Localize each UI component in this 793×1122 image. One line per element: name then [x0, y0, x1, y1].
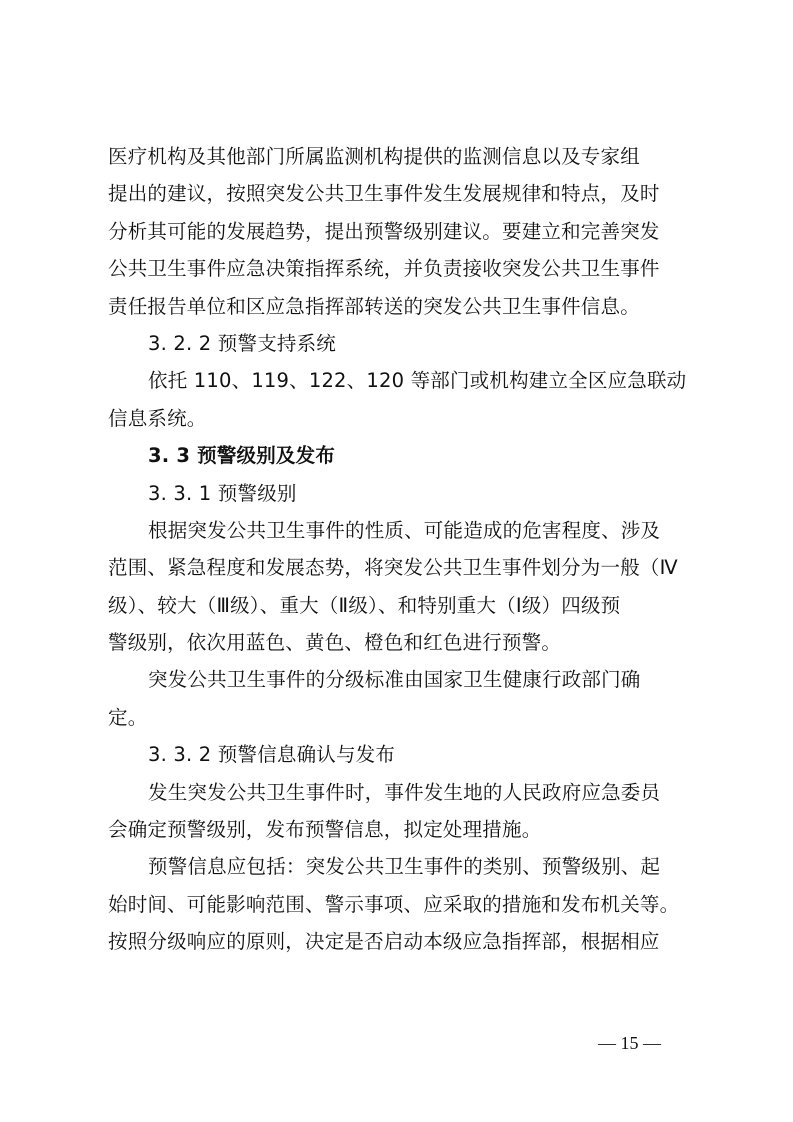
paragraph-line: 信息系统。 — [108, 406, 207, 430]
paragraph-line: 级）、较大（Ⅲ级）、重大（Ⅱ级）、和特别重大（Ⅰ级）四级预 — [108, 593, 621, 617]
paragraph-line: 责任报告单位和区应急指挥部转送的突发公共卫生事件信息。 — [108, 294, 640, 318]
section-heading-3-3-2: 3. 3. 2 预警信息确认与发布 — [148, 743, 396, 767]
paragraph-line: 会确定预警级别，发布预警信息，拟定处理措施。 — [108, 818, 542, 842]
paragraph-line: 定。 — [108, 705, 148, 729]
paragraph-line: 依托 110、119、122、120 等部门或机构建立全区应急联动 — [148, 369, 687, 393]
paragraph-line: 公共卫生事件应急决策指挥系统，并负责接收突发公共卫生事件 — [108, 257, 660, 281]
paragraph-line: 提出的建议，按照突发公共卫生事件发生发展规律和特点，及时 — [108, 182, 660, 206]
paragraph-line: 医疗机构及其他部门所属监测机构提供的监测信息以及专家组 — [108, 145, 640, 168]
paragraph-line: 根据突发公共卫生事件的性质、可能造成的危害程度、涉及 — [148, 518, 661, 542]
paragraph-line: 始时间、可能影响范围、警示事项、应采取的措施和发布机关等。 — [108, 892, 680, 916]
paragraph-line: 警级别，依次用蓝色、黄色、橙色和红色进行预警。 — [108, 631, 562, 655]
section-heading-3-2-2: 3. 2. 2 预警支持系统 — [148, 331, 337, 355]
paragraph-line: 预警信息应包括：突发公共卫生事件的类别、预警级别、起 — [148, 855, 661, 879]
section-heading-3-3: 3. 3 预警级别及发布 — [148, 444, 336, 468]
paragraph-line: 范围、紧急程度和发展态势，将突发公共卫生事件划分为一般（Ⅳ — [108, 556, 678, 580]
paragraph-line: 发生突发公共卫生事件时，事件发生地的人民政府应急委员 — [148, 780, 661, 804]
paragraph-line: 分析其可能的发展趋势，提出预警级别建议。要建立和完善突发 — [108, 219, 660, 243]
document-body — [108, 138, 698, 961]
section-heading-3-3-1: 3. 3. 1 预警级别 — [148, 481, 297, 505]
paragraph-line: 按照分级响应的原则，决定是否启动本级应急指挥部，根据相应 — [108, 930, 660, 954]
page-number: — 15 — — [598, 1033, 661, 1053]
paragraph-line: 突发公共卫生事件的分级标准由国家卫生健康行政部门确 — [148, 668, 641, 692]
